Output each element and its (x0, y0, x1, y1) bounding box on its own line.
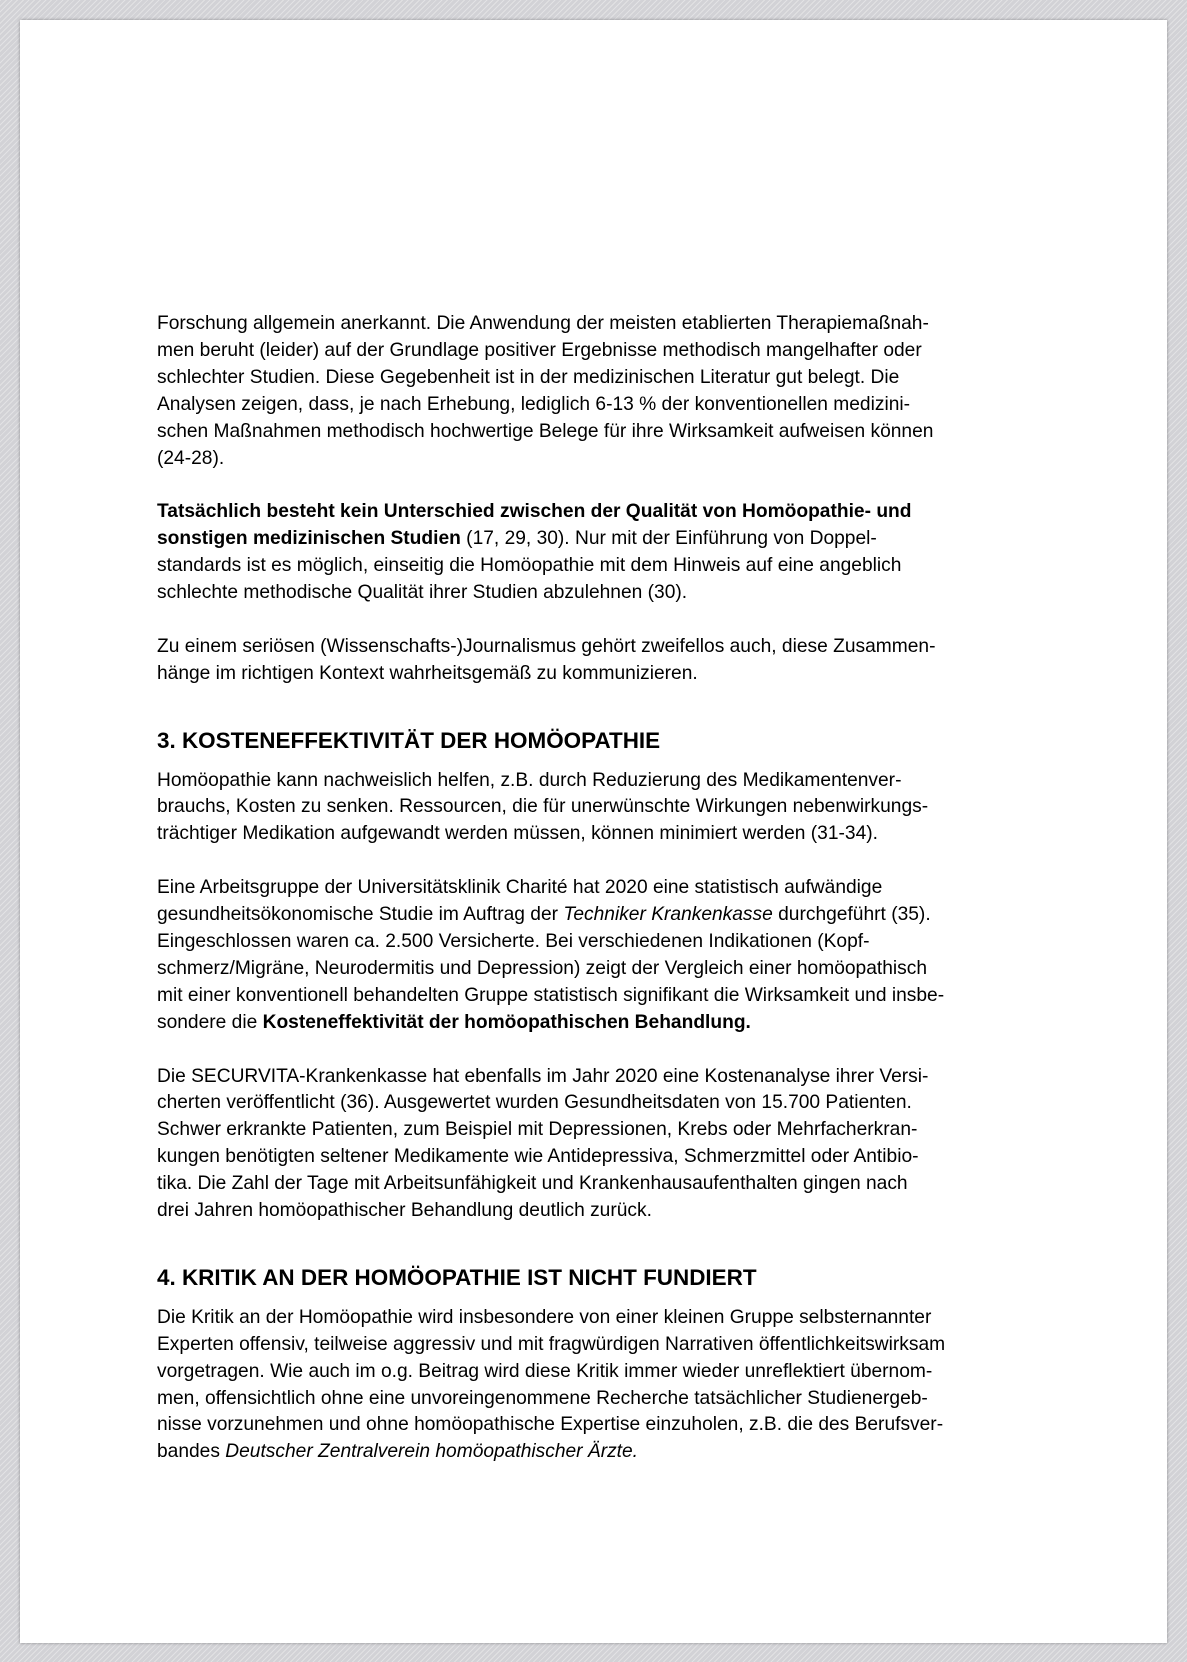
text-line: drei Jahren homöopathischer Behandlung deutlich zurück. (157, 1200, 652, 1222)
text-line: kungen benötigten seltener Medikamente wie Antidepressiva, Schmerzmittel oder Antibio- (157, 1146, 919, 1168)
bold-statement: Kosteneffektivität der homöopathischen Behandlung. (262, 1011, 751, 1033)
text-line: schmerz/Migräne, Neurodermitis und Depression) zeigt der Vergleich einer homöopathisch (157, 957, 928, 979)
text-line: schlechte methodische Qualität ihrer Studien abzulehnen (30). (157, 582, 688, 604)
bold-statement: Tatsächlich besteht kein Unterschied zwischen der Qualität von Homöopathie- und (157, 501, 912, 523)
italic-association-name: Deutscher Zentralverein homöopathischer Ärzte. (225, 1441, 639, 1463)
paragraph-securvita-analysis (157, 1064, 1057, 1225)
section-heading-criticism: 4. KRITIK AN DER HOMÖOPATHIE IST NICHT FUNDIERT (157, 1264, 757, 1290)
text-line: Die SECURVITA-Krankenkasse hat ebenfalls im Jahr 2020 eine Kostenanalyse ihrer Versi- (157, 1065, 929, 1087)
text-line: standards ist es möglich, einseitig die Homöopathie mit dem Hinweis auf eine angeblich (157, 555, 902, 577)
text-line: men beruht (leider) auf der Grundlage positiver Ergebnisse methodisch mangelhafter oder (157, 339, 922, 361)
text-line: Eingeschlossen waren ca. 2.500 Versicherte. Bei verschiedenen Indikationen (Kopf- (157, 930, 870, 952)
text-line: vorgetragen. Wie auch im o.g. Beitrag wird diese Kritik immer wieder unreflektiert übernom- (157, 1360, 933, 1382)
text-line: Schwer erkrankte Patienten, zum Beispiel mit Depressionen, Krebs oder Mehrfacherkran- (157, 1119, 918, 1141)
text-line: Die Kritik an der Homöopathie wird insbesondere von einer kleinen Gruppe selbsternannter (157, 1306, 932, 1328)
paragraph-cost-reduction (157, 768, 1057, 849)
text-line: Experten offensiv, teilweise aggressiv und mit fragwürdigen Narrativen öffentlichkeitswirksam (157, 1333, 946, 1355)
text-run: durchgeführt (35). (772, 904, 931, 926)
text-line (157, 1010, 1057, 1037)
text-line: Eine Arbeitsgruppe der Universitätsklinik Charité hat 2020 eine statistisch aufwändige (157, 877, 883, 899)
paragraph-journalism (157, 634, 1057, 688)
text-line (157, 526, 1057, 553)
paragraph-no-difference (157, 499, 1057, 607)
text-line: nisse vorzunehmen und ohne homöopathische Expertise einzuholen, z.B. die des Berufsver- (157, 1414, 944, 1436)
document-body (157, 311, 1057, 1493)
text-line: schlechter Studien. Diese Gegebenheit ist in der medizinischen Literatur gut belegt. Die (157, 366, 900, 388)
paragraph-charite-study (157, 875, 1057, 1036)
text-line: tika. Die Zahl der Tage mit Arbeitsunfähigkeit und Krankenhausaufenthalten gingen nach (157, 1173, 908, 1195)
text-line: hänge im richtigen Kontext wahrheitsgemäß zu kommunizieren. (157, 662, 698, 684)
text-line: schen Maßnahmen methodisch hochwertige Belege für ihre Wirksamkeit aufweisen können (157, 420, 934, 442)
text-line (157, 1439, 1057, 1466)
text-line: men, offensichtlich ohne eine unvoreingenommene Recherche tatsächlicher Studienergeb- (157, 1387, 928, 1409)
bold-statement: sonstigen medizinischen Studien (157, 528, 461, 550)
text-run: (17, 29, 30). Nur mit der Einführung von Doppel- (460, 528, 877, 550)
text-run: gesundheitsökonomische Studie im Auftrag der (157, 904, 564, 926)
text-line: trächtiger Medikation aufgewandt werden müssen, können minimiert werden (31-34). (157, 823, 878, 845)
text-line: Analysen zeigen, dass, je nach Erhebung, lediglich 6-13 % der konventionellen medizini- (157, 393, 911, 415)
section-heading-cost-effectiveness: 3. KOSTENEFFEKTIVITÄT DER HOMÖOPATHIE (157, 727, 661, 753)
paragraph-research-quality (157, 311, 1057, 472)
text-line: cherten veröffentlicht (36). Ausgewertet wurden Gesundheitsdaten von 15.700 Patienten. (157, 1092, 912, 1114)
italic-insurer-name: Techniker Krankenkasse (563, 904, 773, 926)
text-run: sondere die (157, 1011, 263, 1033)
document-page (20, 20, 1167, 1643)
text-line: (24-28). (157, 447, 225, 469)
paragraph-criticism (157, 1305, 1057, 1466)
text-run: bandes (157, 1441, 226, 1463)
text-line: brauchs, Kosten zu senken. Ressourcen, die für unerwünschte Wirkungen nebenwirkungs- (157, 796, 929, 818)
text-line (157, 902, 1057, 929)
text-line: Zu einem seriösen (Wissenschafts-)Journalismus gehört zweifellos auch, diese Zusammen- (157, 635, 936, 657)
text-line: Forschung allgemein anerkannt. Die Anwendung der meisten etablierten Therapiemaßnah- (157, 313, 929, 334)
text-line: Homöopathie kann nachweislich helfen, z.B. durch Reduzierung des Medikamentenver- (157, 769, 902, 791)
text-line: mit einer konventionell behandelten Gruppe statistisch signifikant die Wirksamkeit und insbe- (157, 984, 945, 1006)
